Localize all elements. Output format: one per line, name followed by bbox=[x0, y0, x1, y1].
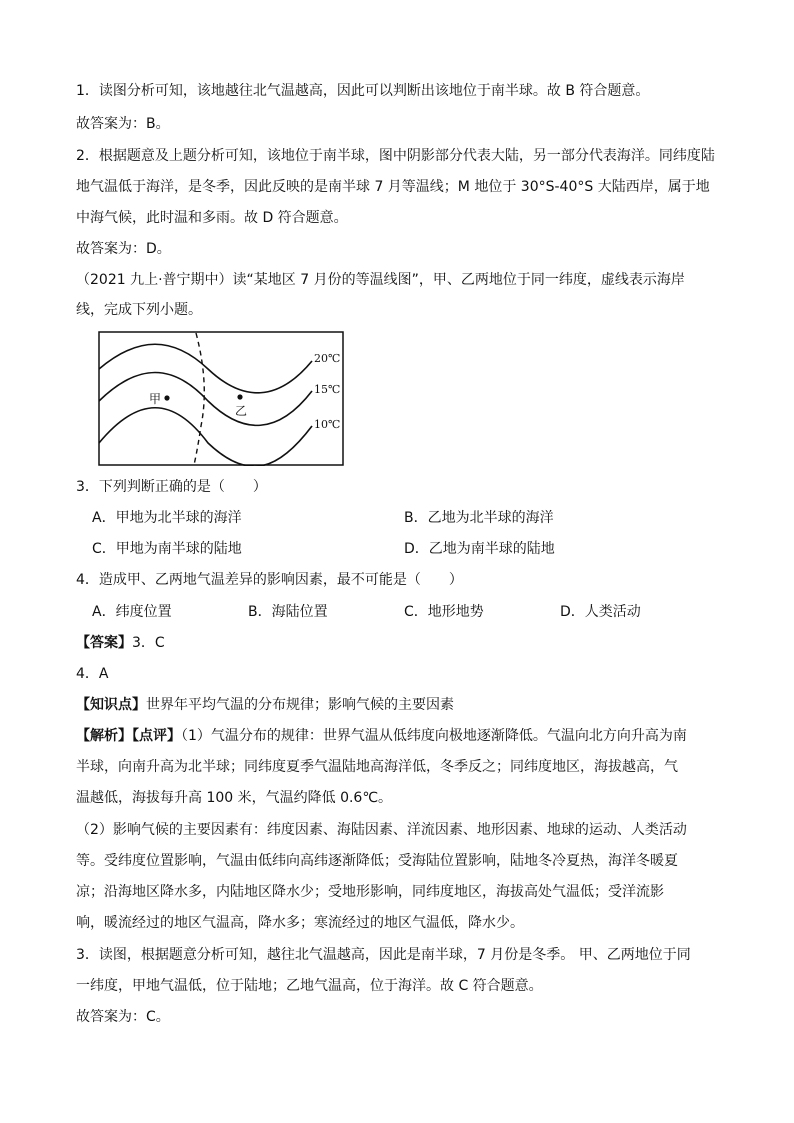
line-6: 故答案为：D。 bbox=[76, 241, 171, 257]
q3-option-c: C．甲地为南半球的陆地 bbox=[92, 541, 242, 557]
q4-option-c: C．地形地势 bbox=[404, 604, 484, 620]
answer-4: 4．A bbox=[76, 666, 109, 682]
question-3: 3．下列判断正确的是（ ） bbox=[76, 479, 267, 495]
isotherm-figure bbox=[98, 331, 344, 466]
line-8: 线，完成下列小题。 bbox=[76, 302, 202, 318]
analysis-line-5: 等。受纬度位置影响，气温由低纬向高纬逐渐降低；受海陆位置影响，陆地冬冷夏热，海洋冬暖夏 bbox=[76, 853, 678, 869]
analysis-text-1: （1）气温分布的规律：世界气温从低纬度向极地逐渐降低。气温向北方向升高为南 bbox=[181, 728, 687, 744]
analysis-line-7: 响，暖流经过的地区气温高，降水多；寒流经过的地区气温低，降水少。 bbox=[76, 915, 524, 931]
analysis-tag: 【解析】 bbox=[76, 728, 132, 744]
line-5: 中海气候，此时温和多雨。故 D 符合题意。 bbox=[76, 210, 348, 226]
analysis-line-8: 3．读图，根据题意分析可知，越往北气温越高，因此是南半球，7 月份是冬季。 甲、乙两地位于同 bbox=[76, 947, 691, 963]
analysis-line-2: 半球，向南升高为北半球；同纬度夏季气温陆地高海洋低，冬季反之；同纬度地区，海拔越高，气 bbox=[76, 759, 678, 775]
q4-option-a: A．纬度位置 bbox=[92, 604, 172, 620]
analysis-line-4: （2）影响气候的主要因素有：纬度因素、海陆因素、洋流因素、地形因素、地球的运动、人类活动 bbox=[76, 822, 687, 838]
line-7: （2021 九上·普宁期中）读“某地区 7 月份的等温线图”，甲、乙两地位于同一纬度，虚线表示海岸 bbox=[76, 272, 685, 288]
iso-label-20: 20℃ bbox=[314, 352, 341, 365]
point-jia-label: 甲 bbox=[149, 392, 162, 406]
point-jia-marker bbox=[164, 395, 169, 400]
knowledge-point-text: 世界年平均气温的分布规律；影响气候的主要因素 bbox=[146, 697, 454, 713]
analysis-line-6: 凉；沿海地区降水多，内陆地区降水少；受地形影响，同纬度地区，海拔高处气温低；受洋流影 bbox=[76, 884, 664, 900]
q3-option-d: D．乙地为南半球的陆地 bbox=[404, 541, 555, 557]
answer-tag: 【答案】 bbox=[76, 635, 132, 651]
answer-line bbox=[76, 633, 165, 653]
knowledge-point-line bbox=[76, 695, 454, 715]
point-yi-label: 乙 bbox=[235, 404, 248, 418]
q4-option-d: D．人类活动 bbox=[560, 604, 641, 620]
line-4: 地气温低于海洋，是冬季，因此反映的是南半球 7 月等温线；M 地位于 30°S-40°S 大陆西岸，属于地 bbox=[76, 179, 710, 195]
line-1: 1．读图分析可知，该地越往北气温越高，因此可以判断出该地位于南半球。故 B 符合题意。 bbox=[76, 83, 650, 99]
iso-label-10: 10℃ bbox=[314, 418, 341, 431]
iso-label-15: 15℃ bbox=[314, 383, 341, 396]
line-2: 故答案为：B。 bbox=[76, 116, 170, 132]
q3-option-a: A．甲地为北半球的海洋 bbox=[92, 510, 242, 526]
analysis-line-1 bbox=[76, 726, 687, 746]
answer-3: 3．C bbox=[132, 635, 165, 651]
analysis-line-10: 故答案为：C。 bbox=[76, 1009, 170, 1025]
knowledge-point-tag: 【知识点】 bbox=[76, 697, 146, 713]
line-3: 2．根据题意及上题分析可知，该地位于南半球，图中阴影部分代表大陆，另一部分代表海洋。同纬度陆 bbox=[76, 148, 715, 164]
question-4: 4．造成甲、乙两地气温差异的影响因素，最不可能是（ ） bbox=[76, 572, 463, 588]
comment-tag: 【点评】 bbox=[132, 728, 181, 744]
q3-option-b: B．乙地为北半球的海洋 bbox=[404, 510, 554, 526]
analysis-line-3: 温越低，海拔每升高 100 米，气温约降低 0.6℃。 bbox=[76, 790, 393, 806]
q4-option-b: B．海陆位置 bbox=[248, 604, 328, 620]
analysis-line-9: 一纬度，甲地气温低，位于陆地；乙地气温高，位于海洋。故 C 符合题意。 bbox=[76, 978, 543, 994]
point-yi-marker bbox=[237, 394, 242, 399]
